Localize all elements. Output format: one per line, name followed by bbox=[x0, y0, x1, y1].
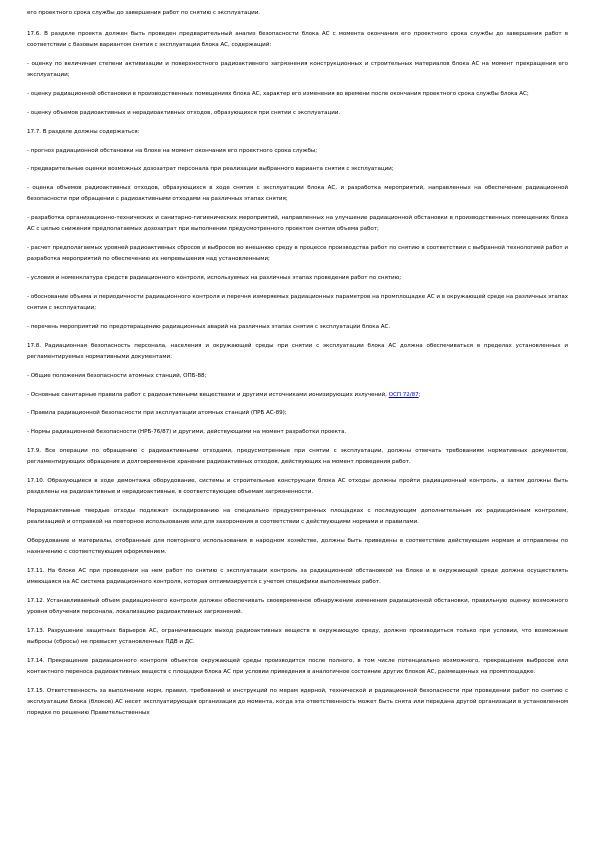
paragraph-17-9: 17.9. Все операции по обращению с радиоактивными отходами, предусмотренные при снятии с эксплуатации, должны отвечать требованиям нормативных документов, регламентирующих обращение и долговременное хранение радиоактивных отходов, действующих на момент проведения работ. bbox=[27, 447, 568, 466]
list-item: - предварительные оценки возможных дозозатрат персонала при реализации выбранного варианта снятия с эксплуатации; bbox=[27, 166, 394, 173]
list-item-tail: ; bbox=[418, 391, 421, 398]
paragraph-17-15: 17.15. Ответственность за выполнение норм, правил, требований и инструкций по мерам ядерной, технической и радиационной безопасности при проведении работ по снятию с эксплуатации блока (блоков) АС несет эксплуатирующая организация до момента, когда эта ответственность может быть снята или передана другой организации в установленном порядке по решению Правительственных bbox=[27, 687, 568, 717]
list-item: - Правила радиационной безопасности при эксплуатации атомных станций (ПРБ АС-89); bbox=[27, 410, 287, 417]
list-item: - разработка организационно-технических и санитарно-гигиенических мероприятий, направленных на улучшение радиационной обстановки в производственных помещениях блока АС с целью снижения предполагаемых дозозатрат при выполнении предусмотренного проектом снятия объема работ; bbox=[27, 215, 568, 233]
list-item: - оценку по величинам степени активизации и поверхностного радиоактивного загрязнения конструкционных и строительных материалов блока АС на момент прекращения его эксплуатации; bbox=[27, 61, 568, 79]
paragraph-17-13: 17.13. Разрушение защитных барьеров АС, ограничивающих выход радиоактивных веществ в окружающую среду, должно производиться только при условии, что возможные выбросы (сбросы) не превысят установленных ПДВ и ДС. bbox=[27, 627, 568, 646]
list-item-text: - Основные санитарные правила работ с радиоактивными веществами и другими источниками ионизирующих излучений, bbox=[27, 391, 389, 398]
paragraph-17-7: 17.7. В разделе должны содержаться: bbox=[27, 128, 140, 135]
list-item: - оценку объемов радиоактивных и нерадиоактивных отходов, образующихся при снятии с эксплуатации. bbox=[27, 110, 341, 116]
paragraph-17-8: 17.8. Радиационная безопасность персонала, населения и окружающей среды при снятии с эксплуатации блока АС должна обеспечиваться в пределах установленных и регламентируемых нормативными документами: bbox=[27, 342, 568, 360]
list-item: - условия и номенклатура средств радиационного контроля, используемых на различных этапах проведения работ по снятию; bbox=[27, 275, 402, 282]
paragraph: Нерадиоактивные твердые отходы подлежат складированию на специально предусмотренных площадках с последующим дополнительным их радиационным контролем, реализацией и отправкой на повторное использование или для захоронения в соответствии с действующими нормами и правилами. bbox=[27, 507, 568, 526]
list-item: - Нормы радиационной безопасности (НРБ-76/87) и другими, действующими на момент разработки проекта. bbox=[27, 429, 347, 436]
list-item: - обоснование объема и периодичности радиационного контроля и перечня измеряемых радиационных параметров на промплощадке АС и в окружающей среде на различных этапах снятия с эксплуатации; bbox=[27, 293, 568, 312]
paragraph-17-6: 17.6. В разделе проекта должен быть проведен предварительный анализ безопасности блока АС с момента окончания его проектного срока службы до завершения работ в соответствии с базовым вариантом снятия с эксплуатации блока АС, содержащий: bbox=[27, 31, 568, 49]
list-item: - прогноз радиационной обстановки на блоке на момент окончания его проектного срока службы; bbox=[27, 147, 318, 154]
document-page bbox=[27, 8, 568, 727]
paragraph-17-12: 17.12. Устанавливаемый объем радиационного контроля должен обеспечивать своевременное обнаружение изменения радиационной обстановки, правильную оценку возможного уровня облучения персонала, локализацию радиоактивных загрязнений. bbox=[27, 597, 568, 616]
paragraph-17-10: 17.10. Образующиеся в ходе демонтажа оборудование, системы и строительные конструкции блока АС отходы должны пройти радиационный контроль, а затем должны быть разделены на радиоактивные и нерадиоактивные, в соответствующие объемам загрязненности. bbox=[27, 477, 568, 496]
list-item: - оценка объемов радиоактивных отходов, образующихся в ходе снятия с эксплуатации блока АС, и разработка мероприятий, направленных на обеспечение радиационной безопасности при обращении с радиоактивными отходами на различных этапах снятия; bbox=[27, 185, 568, 203]
paragraph-17-11: 17.11. На блоке АС при проведении на нем работ по снятию с эксплуатации контроль за радиационной обстановкой на блоке и в окружающей среде должна осуществлять имеющаяся на АС система радиационного контроля, которая оптимизируется с учетом специфики выполняемых работ. bbox=[27, 567, 568, 586]
osp-72-87-link[interactable]: ОСП 72/87 bbox=[388, 391, 419, 398]
paragraph-17-14: 17.14. Прекращение радиационного контроля объектов окружающей среды производится после полного, в том числе потенциально возможного, прекращения выбросов или контактного переноса радиоактивных веществ с площадки блока АС при условии приведения в аналогичное состояние других блоков АС, размещенных на промплощадке. bbox=[27, 657, 568, 676]
list-item: - Общие положения безопасности атомных станций, ОПБ-88; bbox=[27, 372, 207, 379]
list-item: - оценку радиационной обстановки в производственных помещениях блока АС, характер его изменения во времени после окончания проектного срока службы блока АС; bbox=[27, 91, 529, 98]
paragraph: его проектного срока службы до завершения работ по снятию с эксплуатации. bbox=[27, 10, 261, 16]
list-item: - перечень мероприятий по предотвращению радиационных аварий на различных этапах снятия с эксплуатации блока АС. bbox=[27, 323, 391, 330]
paragraph: Оборудование и материалы, отобранные для повторного использования в народном хозяйстве, должны быть приведены в соответствие действующим нормам и отправлены по назначению с соответствующим оформлением. bbox=[27, 537, 568, 556]
list-item: - расчет предполагаемых уровней радиоактивных сбросов и выбросов во внешнюю среду в процессе производства работ по снятию в соответствии с выбранной технологией работ и разработка мероприятий по обеспечению их непревышения над установленными; bbox=[27, 245, 568, 263]
list-item-with-link bbox=[27, 390, 568, 401]
